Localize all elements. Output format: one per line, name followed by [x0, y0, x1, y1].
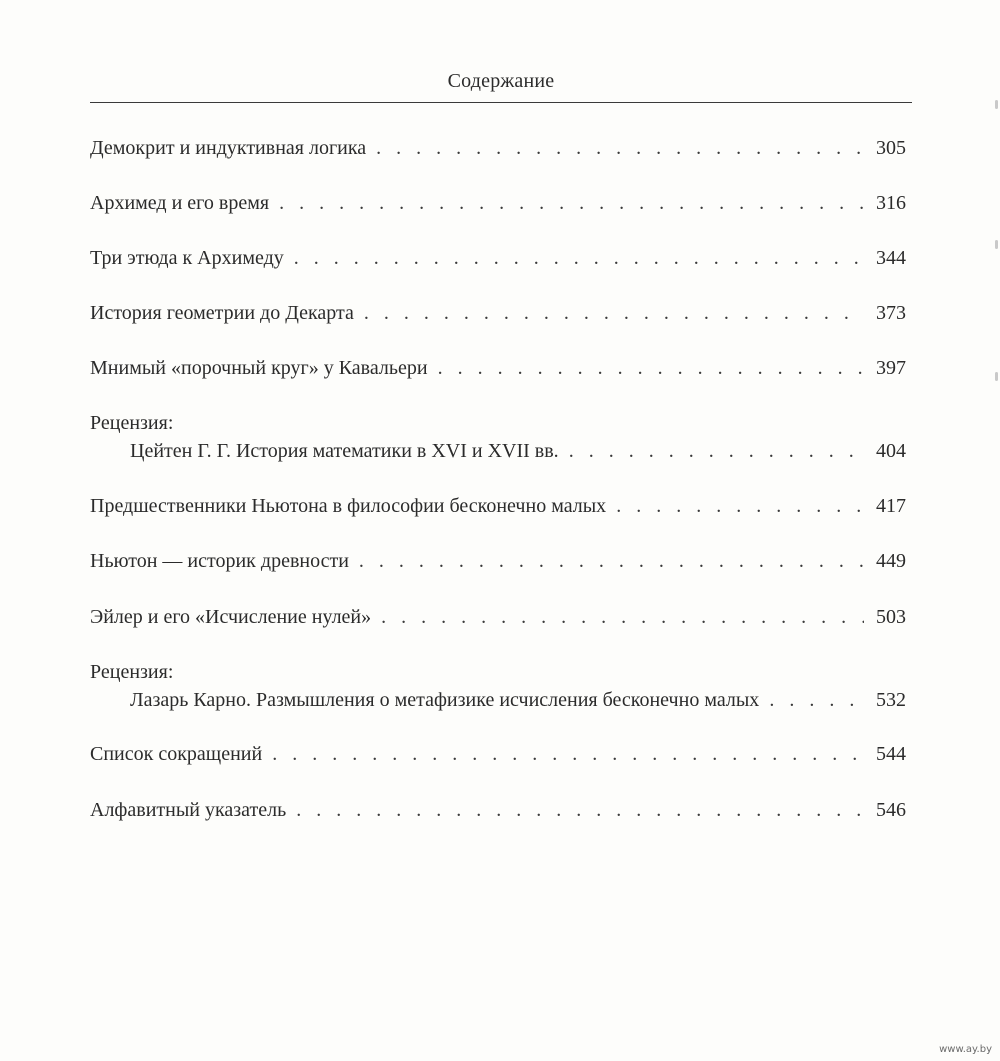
- toc-entry: [90, 740, 906, 770]
- toc-entry: [90, 189, 906, 219]
- toc-entry-review: [90, 409, 906, 469]
- toc-entry: [90, 299, 906, 329]
- review-label: Рецензия:: [90, 661, 174, 683]
- entry-title: Цейтен Г. Г. История математики в XVI и XVII вв.: [130, 440, 559, 462]
- review-label: Рецензия:: [90, 412, 174, 434]
- entry-page-number: 344: [876, 247, 906, 269]
- table-of-contents: [90, 0, 906, 1061]
- page-edge-mark: [995, 240, 998, 249]
- dot-leader: [272, 740, 864, 768]
- dot-leader: [359, 547, 864, 575]
- toc-entry: [90, 603, 906, 633]
- dot-leader: [294, 244, 864, 272]
- entry-title: Архимед и его время: [90, 192, 270, 214]
- toc-entry: [90, 547, 906, 577]
- toc-entry: [90, 134, 906, 164]
- entry-title: Список сокращений: [90, 743, 263, 765]
- dot-leader: [296, 796, 864, 824]
- toc-entry: [90, 796, 906, 826]
- entry-title: Лазарь Карно. Размышления о метафизике исчисления бесконечно малых: [130, 689, 760, 711]
- entry-page-number: 544: [876, 743, 906, 765]
- entry-title: Алфавитный указатель: [90, 799, 287, 821]
- entry-page-number: 503: [876, 606, 906, 628]
- dot-leader: [381, 603, 864, 631]
- page-title: Содержание: [447, 70, 555, 92]
- entry-page-number: 316: [876, 192, 906, 214]
- entry-title: Эйлер и его «Исчисление нулей»: [90, 606, 372, 628]
- entry-title: История геометрии до Декарта: [90, 302, 354, 324]
- entry-title: Ньютон — историк древности: [90, 550, 349, 572]
- toc-entry: [90, 354, 906, 384]
- toc-entry: [90, 244, 906, 274]
- entry-page-number: 404: [876, 440, 906, 462]
- entry-page-number: 449: [876, 550, 906, 572]
- page-edge-mark: [995, 100, 998, 109]
- entry-title: Демокрит и индуктивная логика: [90, 137, 367, 159]
- page-edge-mark: [995, 372, 998, 381]
- dot-leader: [769, 686, 864, 714]
- entry-title: Предшественники Ньютона в философии бесконечно малых: [90, 495, 607, 517]
- dot-leader: [376, 134, 864, 162]
- watermark: www.ay.by: [939, 1044, 992, 1055]
- dot-leader: [279, 189, 864, 217]
- toc-entry: [90, 492, 906, 522]
- entry-page-number: 546: [876, 799, 906, 821]
- entry-page-number: 397: [876, 357, 906, 379]
- dot-leader: [616, 492, 864, 520]
- entry-title: Мнимый «порочный круг» у Кавальери: [90, 357, 428, 379]
- entry-title: Три этюда к Архимеду: [90, 247, 284, 269]
- dot-leader: [438, 354, 864, 382]
- entry-page-number: 532: [876, 689, 906, 711]
- entry-page-number: 373: [876, 302, 906, 324]
- entry-page-number: 305: [876, 137, 906, 159]
- dot-leader: [364, 299, 864, 327]
- entry-page-number: 417: [876, 495, 906, 517]
- dot-leader: [569, 437, 864, 465]
- toc-entry-review: [90, 658, 906, 718]
